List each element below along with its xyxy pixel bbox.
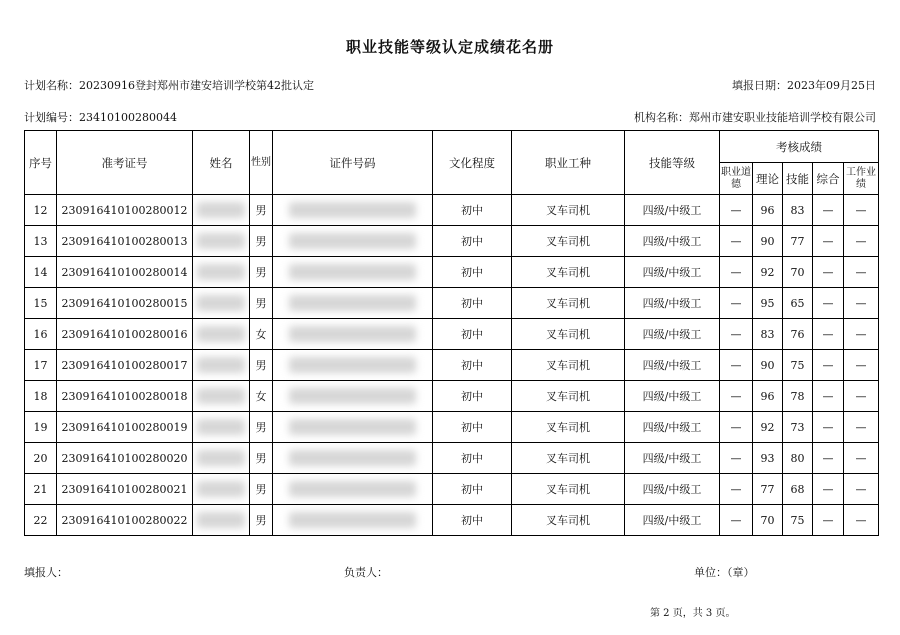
cell-job: 叉车司机 <box>512 288 625 319</box>
cell-seq: 13 <box>25 226 57 257</box>
redaction-blur <box>197 357 244 373</box>
cell-skill: 75 <box>783 350 813 381</box>
cell-exam-no: 230916410100280021 <box>57 474 193 505</box>
cell-gender: 男 <box>250 257 273 288</box>
cell-overall: — <box>813 195 844 226</box>
cell-overall: — <box>813 443 844 474</box>
table-header <box>25 131 879 195</box>
cell-ethics: — <box>720 381 753 412</box>
table-row <box>25 443 879 474</box>
table-row <box>25 350 879 381</box>
cell-job: 叉车司机 <box>512 412 625 443</box>
cell-ethics: — <box>720 474 753 505</box>
header-overall: 综合 <box>813 163 844 195</box>
cell-edu: 初中 <box>433 195 512 226</box>
redacted-id <box>273 474 433 505</box>
cell-seq: 19 <box>25 412 57 443</box>
cell-seq: 21 <box>25 474 57 505</box>
cell-job: 叉车司机 <box>512 350 625 381</box>
table-row <box>25 195 879 226</box>
redacted-name <box>193 319 250 350</box>
cell-ethics: — <box>720 350 753 381</box>
header-level: 技能等级 <box>625 131 720 195</box>
redacted-id <box>273 319 433 350</box>
cell-seq: 18 <box>25 381 57 412</box>
cell-overall: — <box>813 381 844 412</box>
cell-gender: 女 <box>250 381 273 412</box>
redaction-blur <box>197 264 244 280</box>
cell-edu: 初中 <box>433 288 512 319</box>
redaction-blur <box>197 481 244 497</box>
cell-theory: 77 <box>753 474 783 505</box>
header-name: 姓名 <box>193 131 250 195</box>
redaction-blur <box>289 264 416 280</box>
cell-level: 四级/中级工 <box>625 350 720 381</box>
cell-edu: 初中 <box>433 412 512 443</box>
cell-exam-no: 230916410100280013 <box>57 226 193 257</box>
cell-skill: 75 <box>783 505 813 536</box>
cell-level: 四级/中级工 <box>625 381 720 412</box>
cell-level: 四级/中级工 <box>625 474 720 505</box>
redacted-name <box>193 257 250 288</box>
cell-level: 四级/中级工 <box>625 257 720 288</box>
cell-seq: 12 <box>25 195 57 226</box>
redaction-blur <box>197 419 244 435</box>
cell-skill: 65 <box>783 288 813 319</box>
cell-seq: 20 <box>25 443 57 474</box>
redaction-blur <box>197 512 244 528</box>
plan-number: 计划编号：23410100280044 <box>24 111 177 124</box>
cell-edu: 初中 <box>433 443 512 474</box>
cell-seq: 22 <box>25 505 57 536</box>
cell-overall: — <box>813 257 844 288</box>
cell-exam-no: 230916410100280017 <box>57 350 193 381</box>
redaction-blur <box>289 202 416 218</box>
redaction-blur <box>197 295 244 311</box>
cell-skill: 70 <box>783 257 813 288</box>
cell-work: — <box>844 412 879 443</box>
cell-skill: 77 <box>783 226 813 257</box>
cell-theory: 96 <box>753 195 783 226</box>
table-row <box>25 288 879 319</box>
cell-skill: 78 <box>783 381 813 412</box>
cell-gender: 男 <box>250 505 273 536</box>
cell-level: 四级/中级工 <box>625 505 720 536</box>
cell-overall: — <box>813 474 844 505</box>
cell-edu: 初中 <box>433 319 512 350</box>
header-ethics: 职业道德 <box>720 163 753 195</box>
cell-skill: 76 <box>783 319 813 350</box>
cell-work: — <box>844 288 879 319</box>
header-education: 文化程度 <box>433 131 512 195</box>
cell-work: — <box>844 350 879 381</box>
plan-name: 计划名称：20230916登封郑州市建安培训学校第42批认定 <box>24 79 314 92</box>
cell-job: 叉车司机 <box>512 226 625 257</box>
cell-theory: 90 <box>753 226 783 257</box>
cell-ethics: — <box>720 226 753 257</box>
cell-gender: 男 <box>250 288 273 319</box>
unit-label: 单位：（章） <box>694 566 755 579</box>
cell-work: — <box>844 474 879 505</box>
redaction-blur <box>289 326 416 342</box>
redacted-name <box>193 443 250 474</box>
cell-job: 叉车司机 <box>512 474 625 505</box>
cell-job: 叉车司机 <box>512 381 625 412</box>
cell-exam-no: 230916410100280014 <box>57 257 193 288</box>
redacted-name <box>193 288 250 319</box>
redaction-blur <box>197 326 244 342</box>
redacted-name <box>193 505 250 536</box>
redacted-id <box>273 381 433 412</box>
cell-ethics: — <box>720 288 753 319</box>
table-row <box>25 226 879 257</box>
redacted-name <box>193 226 250 257</box>
cell-exam-no: 230916410100280012 <box>57 195 193 226</box>
cell-exam-no: 230916410100280016 <box>57 319 193 350</box>
cell-job: 叉车司机 <box>512 257 625 288</box>
cell-edu: 初中 <box>433 226 512 257</box>
cell-work: — <box>844 257 879 288</box>
table-row <box>25 412 879 443</box>
cell-overall: — <box>813 350 844 381</box>
cell-gender: 男 <box>250 412 273 443</box>
cell-edu: 初中 <box>433 505 512 536</box>
cell-level: 四级/中级工 <box>625 412 720 443</box>
redacted-id <box>273 257 433 288</box>
cell-overall: — <box>813 226 844 257</box>
cell-work: — <box>844 505 879 536</box>
cell-edu: 初中 <box>433 474 512 505</box>
redaction-blur <box>289 357 416 373</box>
cell-level: 四级/中级工 <box>625 319 720 350</box>
cell-edu: 初中 <box>433 381 512 412</box>
cell-edu: 初中 <box>433 350 512 381</box>
cell-theory: 95 <box>753 288 783 319</box>
table-row <box>25 381 879 412</box>
redacted-id <box>273 350 433 381</box>
cell-gender: 男 <box>250 195 273 226</box>
cell-skill: 83 <box>783 195 813 226</box>
redacted-id <box>273 288 433 319</box>
redacted-name <box>193 195 250 226</box>
cell-gender: 男 <box>250 474 273 505</box>
cell-ethics: — <box>720 443 753 474</box>
table-body <box>25 195 879 536</box>
header-seq: 序号 <box>25 131 57 195</box>
redaction-blur <box>289 419 416 435</box>
redacted-id <box>273 505 433 536</box>
cell-theory: 93 <box>753 443 783 474</box>
table-row <box>25 505 879 536</box>
table-row <box>25 319 879 350</box>
cell-skill: 80 <box>783 443 813 474</box>
header-scores: 考核成绩 <box>720 131 879 163</box>
redaction-blur <box>289 295 416 311</box>
redaction-blur <box>289 481 416 497</box>
cell-seq: 14 <box>25 257 57 288</box>
fill-date: 填报日期：2023年09月25日 <box>732 79 876 92</box>
redaction-blur <box>197 450 244 466</box>
organization-name: 机构名称：郑州市建安职业技能培训学校有限公司 <box>634 111 876 124</box>
cell-work: — <box>844 226 879 257</box>
header-work: 工作业绩 <box>844 163 879 195</box>
redaction-blur <box>289 233 416 249</box>
redaction-blur <box>197 233 244 249</box>
redacted-id <box>273 443 433 474</box>
cell-gender: 男 <box>250 443 273 474</box>
cell-level: 四级/中级工 <box>625 195 720 226</box>
cell-overall: — <box>813 505 844 536</box>
header-skill: 技能 <box>783 163 813 195</box>
redacted-name <box>193 381 250 412</box>
header-exam-no: 准考证号 <box>57 131 193 195</box>
table-row <box>25 257 879 288</box>
cell-job: 叉车司机 <box>512 319 625 350</box>
header-theory: 理论 <box>753 163 783 195</box>
cell-skill: 73 <box>783 412 813 443</box>
redacted-name <box>193 412 250 443</box>
cell-theory: 96 <box>753 381 783 412</box>
cell-work: — <box>844 443 879 474</box>
cell-seq: 16 <box>25 319 57 350</box>
page-indicator: 第 2 页，共 3 页。 <box>650 608 736 619</box>
cell-theory: 92 <box>753 412 783 443</box>
cell-ethics: — <box>720 412 753 443</box>
cell-overall: — <box>813 319 844 350</box>
cell-skill: 68 <box>783 474 813 505</box>
cell-theory: 92 <box>753 257 783 288</box>
redacted-id <box>273 195 433 226</box>
cell-level: 四级/中级工 <box>625 288 720 319</box>
cell-exam-no: 230916410100280022 <box>57 505 193 536</box>
cell-gender: 男 <box>250 350 273 381</box>
cell-job: 叉车司机 <box>512 443 625 474</box>
cell-exam-no: 230916410100280015 <box>57 288 193 319</box>
cell-overall: — <box>813 288 844 319</box>
filler-label: 填报人： <box>24 566 68 579</box>
redaction-blur <box>289 388 416 404</box>
header-job: 职业工种 <box>512 131 625 195</box>
cell-work: — <box>844 319 879 350</box>
cell-theory: 70 <box>753 505 783 536</box>
redaction-blur <box>289 450 416 466</box>
redacted-id <box>273 226 433 257</box>
cell-work: — <box>844 195 879 226</box>
cell-exam-no: 230916410100280018 <box>57 381 193 412</box>
cell-theory: 90 <box>753 350 783 381</box>
redacted-id <box>273 412 433 443</box>
cell-seq: 17 <box>25 350 57 381</box>
page-title: 职业技能等级认定成绩花名册 <box>345 38 554 56</box>
cell-level: 四级/中级工 <box>625 226 720 257</box>
cell-theory: 83 <box>753 319 783 350</box>
cell-seq: 15 <box>25 288 57 319</box>
redaction-blur <box>197 388 244 404</box>
redaction-blur <box>197 202 244 218</box>
table-row <box>25 474 879 505</box>
redacted-name <box>193 350 250 381</box>
cell-ethics: — <box>720 257 753 288</box>
roster-table <box>24 130 879 536</box>
cell-edu: 初中 <box>433 257 512 288</box>
cell-overall: — <box>813 412 844 443</box>
cell-level: 四级/中级工 <box>625 443 720 474</box>
cell-gender: 女 <box>250 319 273 350</box>
cell-gender: 男 <box>250 226 273 257</box>
redaction-blur <box>289 512 416 528</box>
cell-job: 叉车司机 <box>512 505 625 536</box>
header-id-no: 证件号码 <box>273 131 433 195</box>
cell-exam-no: 230916410100280020 <box>57 443 193 474</box>
responsible-label: 负责人： <box>344 566 388 579</box>
cell-ethics: — <box>720 319 753 350</box>
header-gender: 性别 <box>250 131 273 195</box>
cell-work: — <box>844 381 879 412</box>
redacted-name <box>193 474 250 505</box>
cell-job: 叉车司机 <box>512 195 625 226</box>
cell-exam-no: 230916410100280019 <box>57 412 193 443</box>
cell-ethics: — <box>720 195 753 226</box>
cell-ethics: — <box>720 505 753 536</box>
